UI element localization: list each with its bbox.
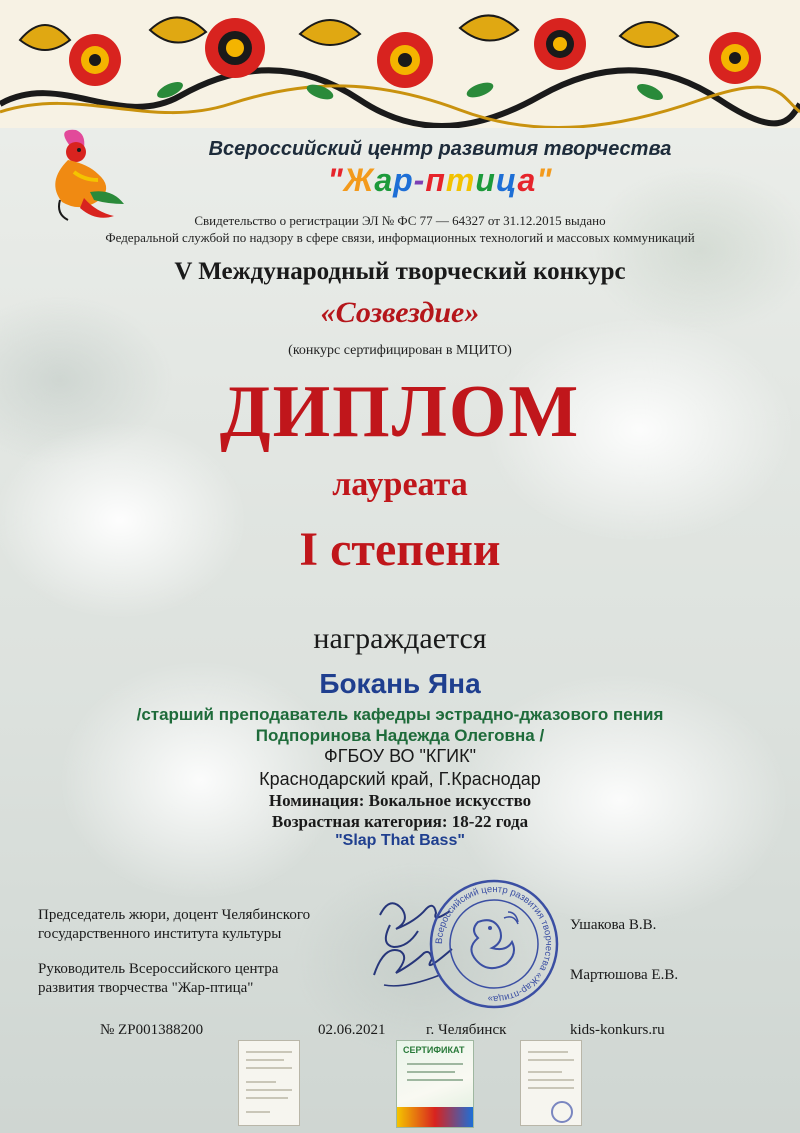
jury-chair-line: Председатель жюри, доцент Челябинского [38,907,311,923]
head-line: Руководитель Всероссийского центра [38,961,279,977]
org-name-line: Всероссийский центр развития творчества [208,138,672,160]
diploma-number: № ZP001388200 [100,1022,204,1038]
institution: ФГБОУ ВО "КГИК" [324,746,476,766]
registration-line: Свидетельство о регистрации ЭЛ № ФС 77 — 64327 от 31.12.2015 выдано [194,213,606,228]
stamp-text: Всероссийский центр развития творчества «Жар-птица» [433,883,555,1005]
registration-line: Федеральной службой по надзору в сфере связи, информационных технологий и массовых коммуникаций [105,230,695,245]
website: kids-konkurs.ru [570,1022,665,1038]
organization-stamp [428,878,560,1010]
contest-title: V Международный творческий конкурс [174,258,626,285]
teacher-line: /старший преподаватель кафедры эстрадно-джазового пения [136,705,664,724]
khokhloma-ornament-border [0,0,800,128]
nomination: Номинация: Вокальное искусство [268,791,532,810]
song-title: "Slap That Bass" [335,832,465,849]
issue-date: 02.06.2021 [318,1022,386,1038]
issue-city: г. Челябинск [426,1022,507,1038]
teacher-line: Подпоринова Надежда Олеговна / [255,726,545,745]
svg-text:Всероссийский центр развития т [434,884,554,1004]
license-thumbnail [520,1040,582,1126]
diploma-subtitle: лауреата [332,466,468,503]
sertificate-thumbnail [396,1040,474,1128]
region: Краснодарский край, Г.Краснодар [259,769,541,789]
jury-chair-name: Ушакова В.В. [570,917,657,933]
contest-name: «Созвездие» [320,296,480,329]
teacher-info [0,704,800,746]
jury-chair-title [38,906,310,944]
diploma-degree: I степени [299,523,501,576]
org-brand-title [40,162,800,199]
registration-text [0,212,800,246]
org-brand-text: "Жар-птица" [327,162,553,198]
age-category: Возрастная категория: 18-22 года [271,812,529,831]
registration-certificate-thumbnail [238,1040,300,1126]
head-title [38,960,278,998]
contest-certification-note: (конкурс сертифицирован в МЦИТО) [288,343,512,358]
certificate-label: СЕРТИФИКАТ [403,1045,465,1055]
jury-chair-line: государственного института культуры [38,926,282,942]
awarded-label: награждается [313,622,487,655]
diploma-title: ДИПЛОМ [219,371,581,453]
recipient-name: Бокань Яна [319,668,481,699]
head-line: развития творчества "Жар-птица" [38,980,254,996]
head-name: Мартюшова Е.В. [570,967,679,983]
